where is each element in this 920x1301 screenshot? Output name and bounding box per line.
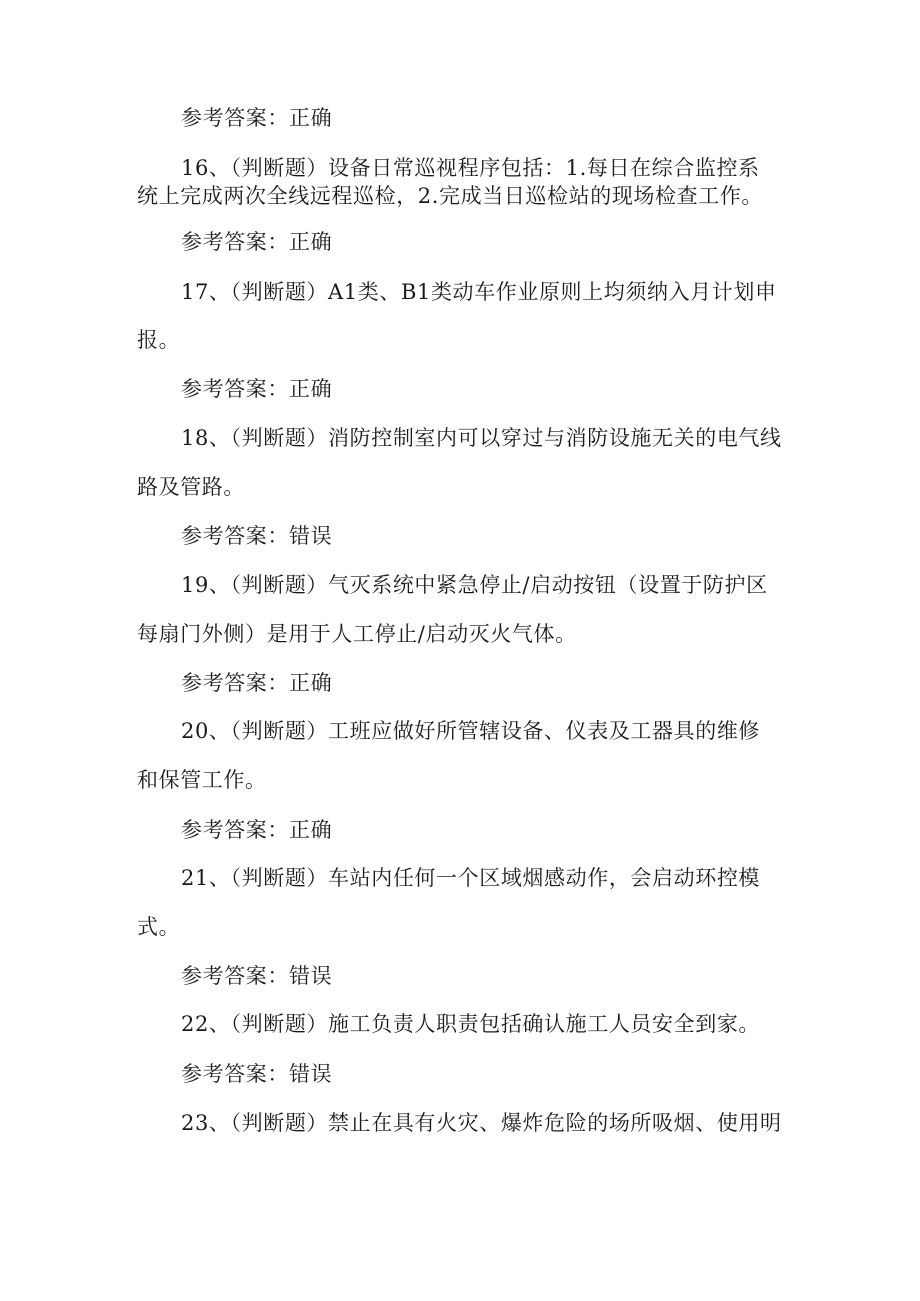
answer-line (181, 814, 332, 844)
answer-label: 参考答案： (181, 818, 289, 842)
question-23-line-1: 23、（判断题）禁止在具有火灾、爆炸危险的场所吸烟、使用明 (181, 1111, 782, 1135)
answer-value: 错误 (289, 964, 333, 988)
question-17-line-2: 报。 (137, 328, 181, 352)
question-21-line-2: 式。 (137, 915, 181, 939)
answer-value: 错误 (289, 524, 333, 548)
answer-line (181, 102, 332, 132)
answer-label: 参考答案： (181, 671, 289, 695)
question-19-line-2: 每扇门外侧）是用于人工停止/启动灭火气体。 (137, 622, 577, 646)
answer-label: 参考答案： (181, 964, 289, 988)
question-20-line-2: 和保管工作。 (137, 768, 267, 792)
answer-line (181, 373, 332, 403)
question-19-line-1: 19、（判断题）气灭系统中紧急停止/启动按钮（设置于防护区 (181, 573, 768, 597)
answer-value: 错误 (289, 1062, 333, 1086)
answer-line (181, 667, 332, 697)
answer-label: 参考答案： (181, 230, 289, 254)
answer-value: 正确 (289, 377, 333, 401)
question-16-line-2: 统上完成两次全线远程巡检，2.完成当日巡检站的现场检查工作。 (137, 184, 764, 208)
answer-label: 参考答案： (181, 524, 289, 548)
question-17-line-1: 17、（判断题）A1类、B1类动车作业原则上均须纳入月计划申 (181, 280, 777, 304)
answer-line (181, 520, 332, 550)
answer-value: 正确 (289, 671, 333, 695)
answer-value: 正确 (289, 106, 333, 130)
question-20-line-1: 20、（判断题）工班应做好所管辖设备、仪表及工器具的维修 (181, 719, 761, 743)
answer-label: 参考答案： (181, 377, 289, 401)
answer-label: 参考答案： (181, 1062, 289, 1086)
answer-line (181, 226, 332, 256)
answer-label: 参考答案： (181, 106, 289, 130)
question-22-line-1: 22、（判断题）施工负责人职责包括确认施工人员安全到家。 (181, 1012, 761, 1036)
question-21-line-1: 21、（判断题）车站内任何一个区域烟感动作，会启动环控模 (181, 866, 761, 890)
answer-line (181, 960, 332, 990)
question-18-line-1: 18、（判断题）消防控制室内可以穿过与消防设施无关的电气线 (181, 426, 782, 450)
answer-value: 正确 (289, 230, 333, 254)
answer-line (181, 1058, 332, 1088)
question-16-line-1: 16、（判断题）设备日常巡视程序包括：1.每日在综合监控系 (181, 156, 760, 180)
question-18-line-2: 路及管路。 (137, 475, 245, 499)
answer-value: 正确 (289, 818, 333, 842)
